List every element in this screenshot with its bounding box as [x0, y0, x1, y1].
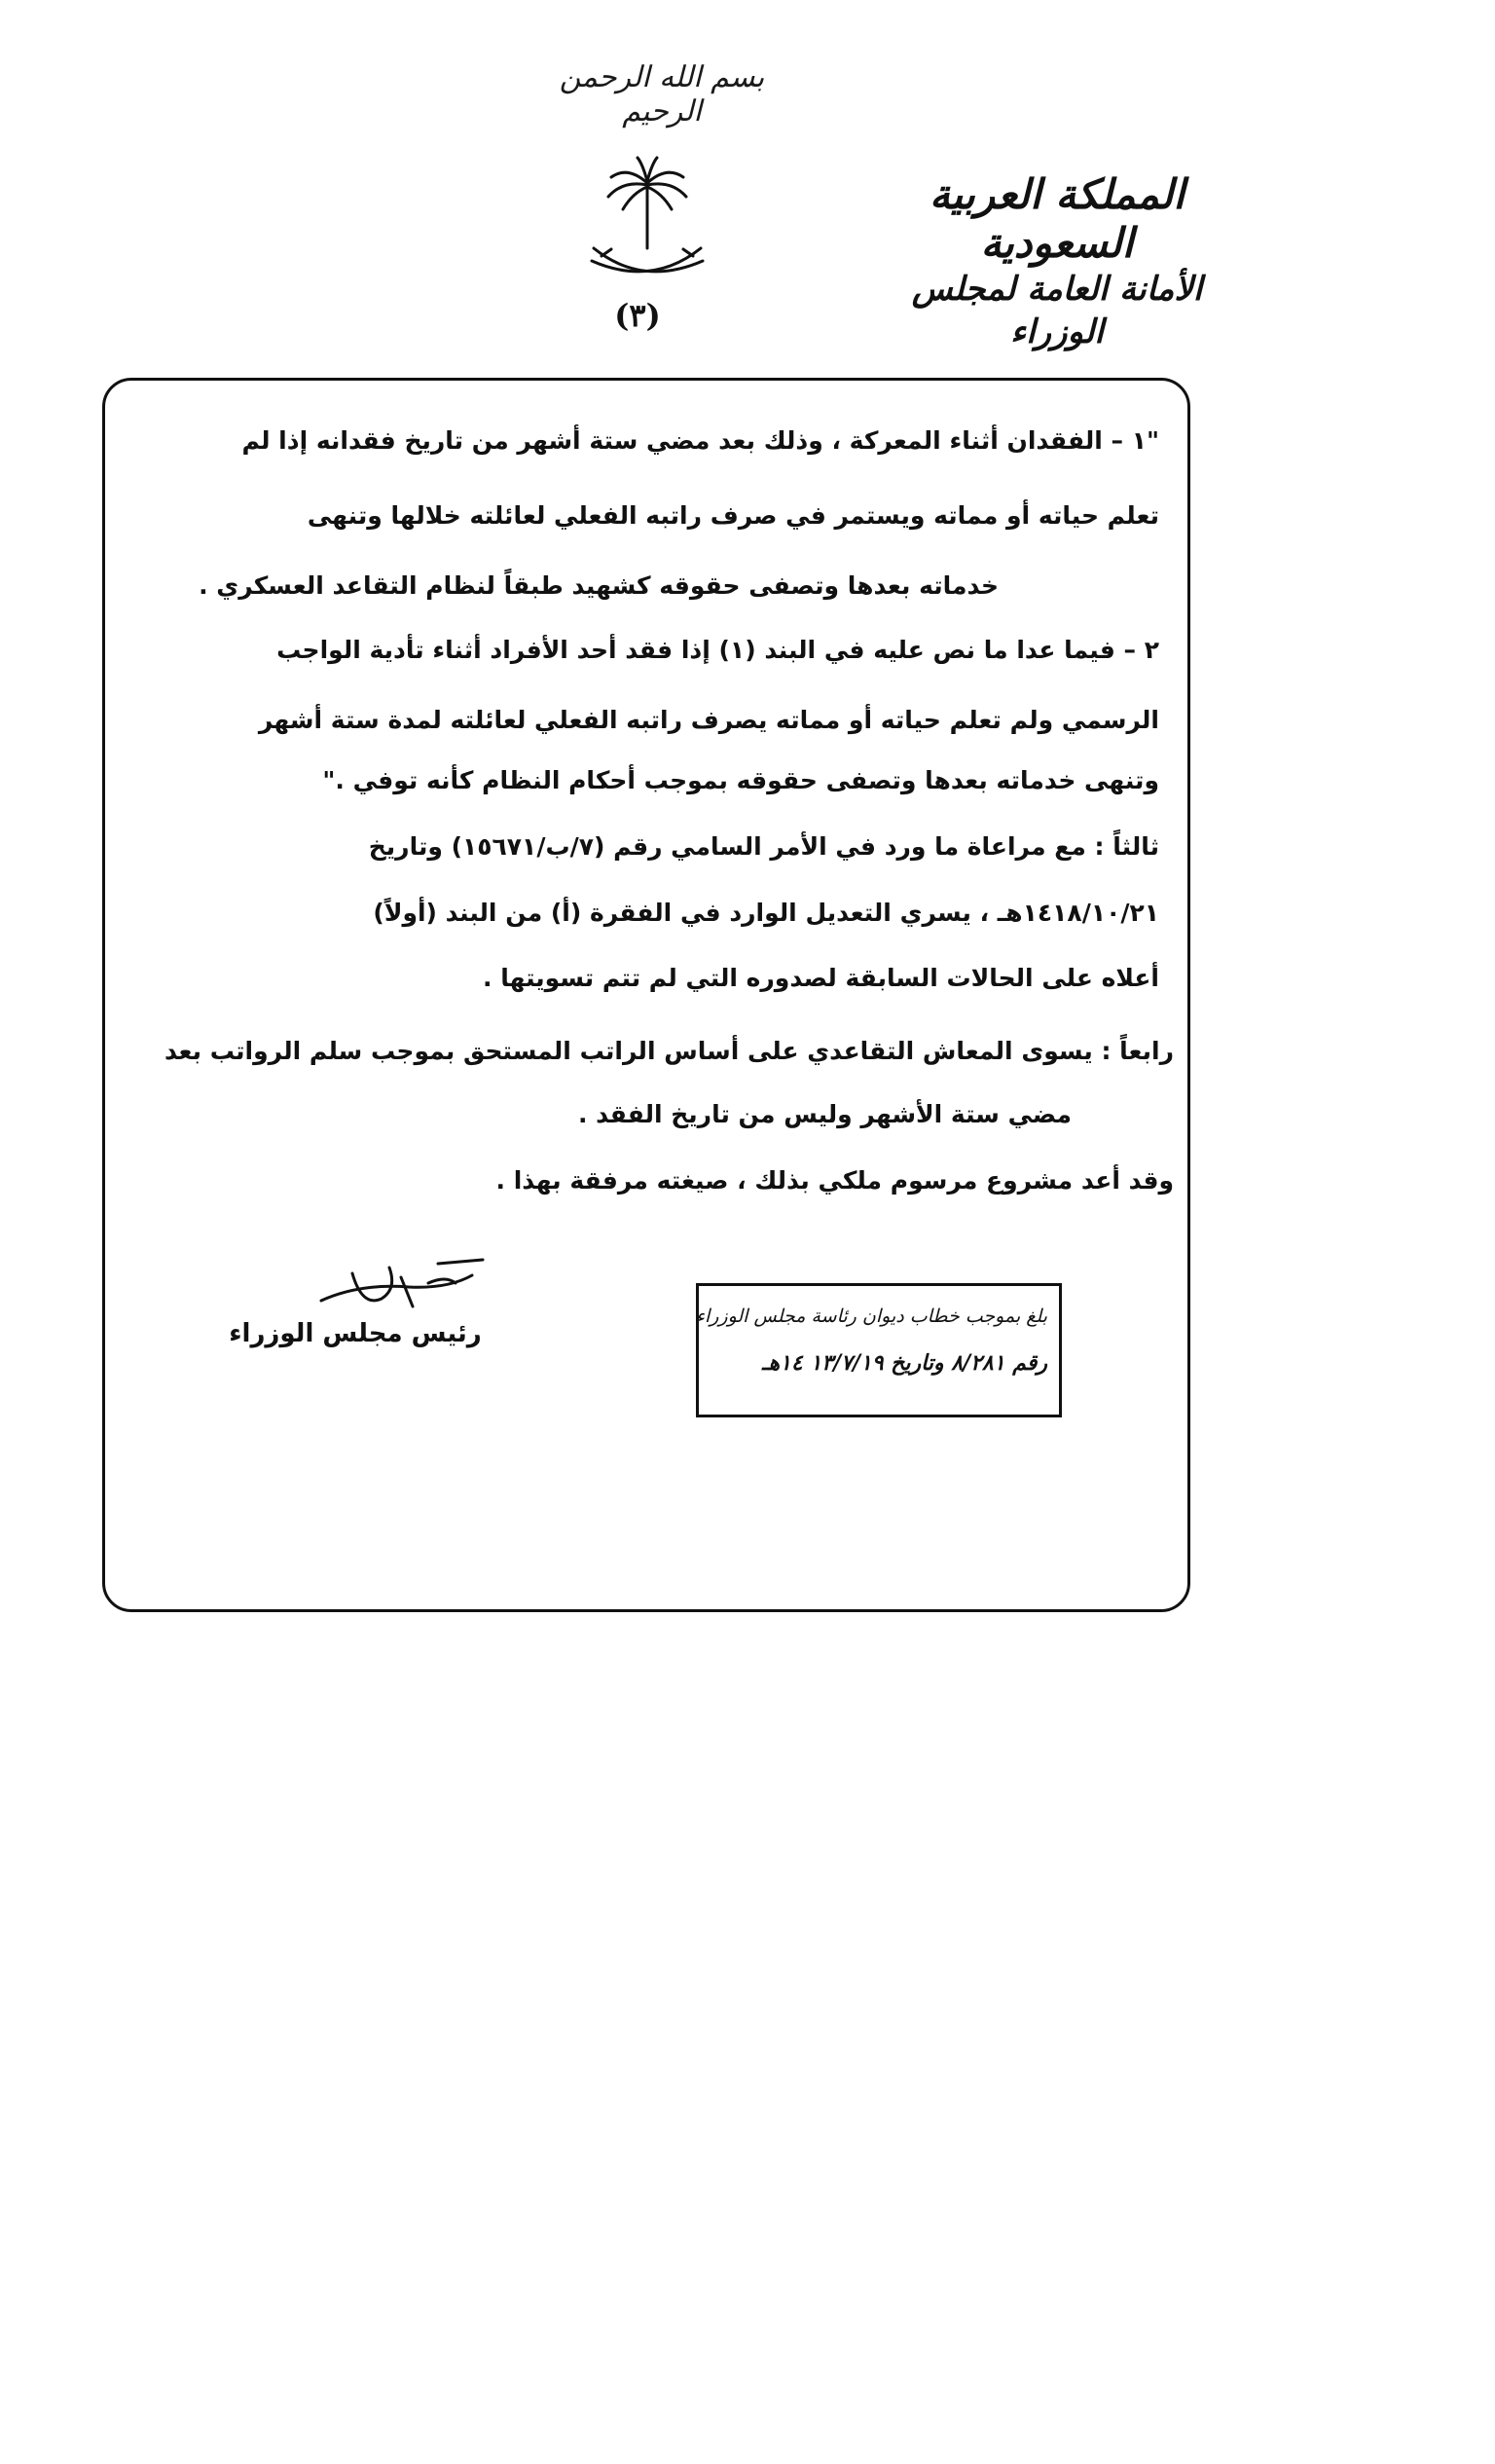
- page-number: (٣): [614, 297, 661, 334]
- body-line: تعلم حياته أو مماته ويستمر في صرف راتبه الفعلي لعائلته خلالها وتنهى: [307, 501, 1159, 530]
- body-line: رابعاً : يسوى المعاش التقاعدي على أساس الراتب المستحق بموجب سلم الرواتب بعد: [164, 1037, 1174, 1065]
- notification-stamp: [696, 1283, 1062, 1417]
- body-line: ١٤١٨/١٠/٢١هـ ، يسري التعديل الوارد في الفقرة (أ) من البند (أولاً): [373, 899, 1159, 927]
- basmala: بسم الله الرحمن الرحيم: [559, 60, 765, 129]
- body-line: ٢ – فيما عدا ما نص عليه في البند (١) إذا فقد أحد الأفراد أثناء تأدية الواجب: [276, 636, 1159, 664]
- body-line: الرسمي ولم تعلم حياته أو مماته يصرف راتبه الفعلي لعائلته لمدة ستة أشهر: [258, 706, 1159, 734]
- body-line: وقد أعد مشروع مرسوم ملكي بذلك ، صيغته مرفقة بهذا .: [495, 1166, 1174, 1195]
- palm-and-swords-emblem: [584, 156, 711, 292]
- body-line: مضي ستة الأشهر وليس من تاريخ الفقد .: [577, 1100, 1072, 1128]
- stamp-line-2: رقم ٨/٢٨١ وتاريخ ١٣/٧/١٩ ١٤هـ: [762, 1350, 1047, 1376]
- body-line: أعلاه على الحالات السابقة لصدوره التي لم تتم تسويتها .: [483, 964, 1159, 992]
- signer-title: رئيس مجلس الوزراء: [229, 1319, 482, 1348]
- body-line: ثالثاً : مع مراعاة ما ورد في الأمر السامي رقم (٧/ب/١٥٦٧١) وتاريخ: [368, 832, 1159, 861]
- stamp-line-1: بلغ بموجب خطاب ديوان رئاسة مجلس الوزراء: [696, 1306, 1047, 1327]
- kingdom-name: المملكة العربية السعودية: [929, 170, 1185, 267]
- body-line: وتنهى خدماته بعدها وتصفى حقوقه بموجب أحكام النظام كأنه توفي .": [322, 766, 1159, 794]
- handwritten-signature: [292, 1254, 506, 1322]
- secretariat-name: الأمانة العامة لمجلس الوزراء: [911, 270, 1203, 351]
- body-line: خدماته بعدها وتصفى حقوقه كشهيد طبقاً لنظام التقاعد العسكري .: [199, 571, 999, 600]
- body-line: "١ – الفقدان أثناء المعركة ، وذلك بعد مضي ستة أشهر من تاريخ فقدانه إذا لم: [241, 426, 1159, 455]
- letterhead: [911, 170, 1203, 353]
